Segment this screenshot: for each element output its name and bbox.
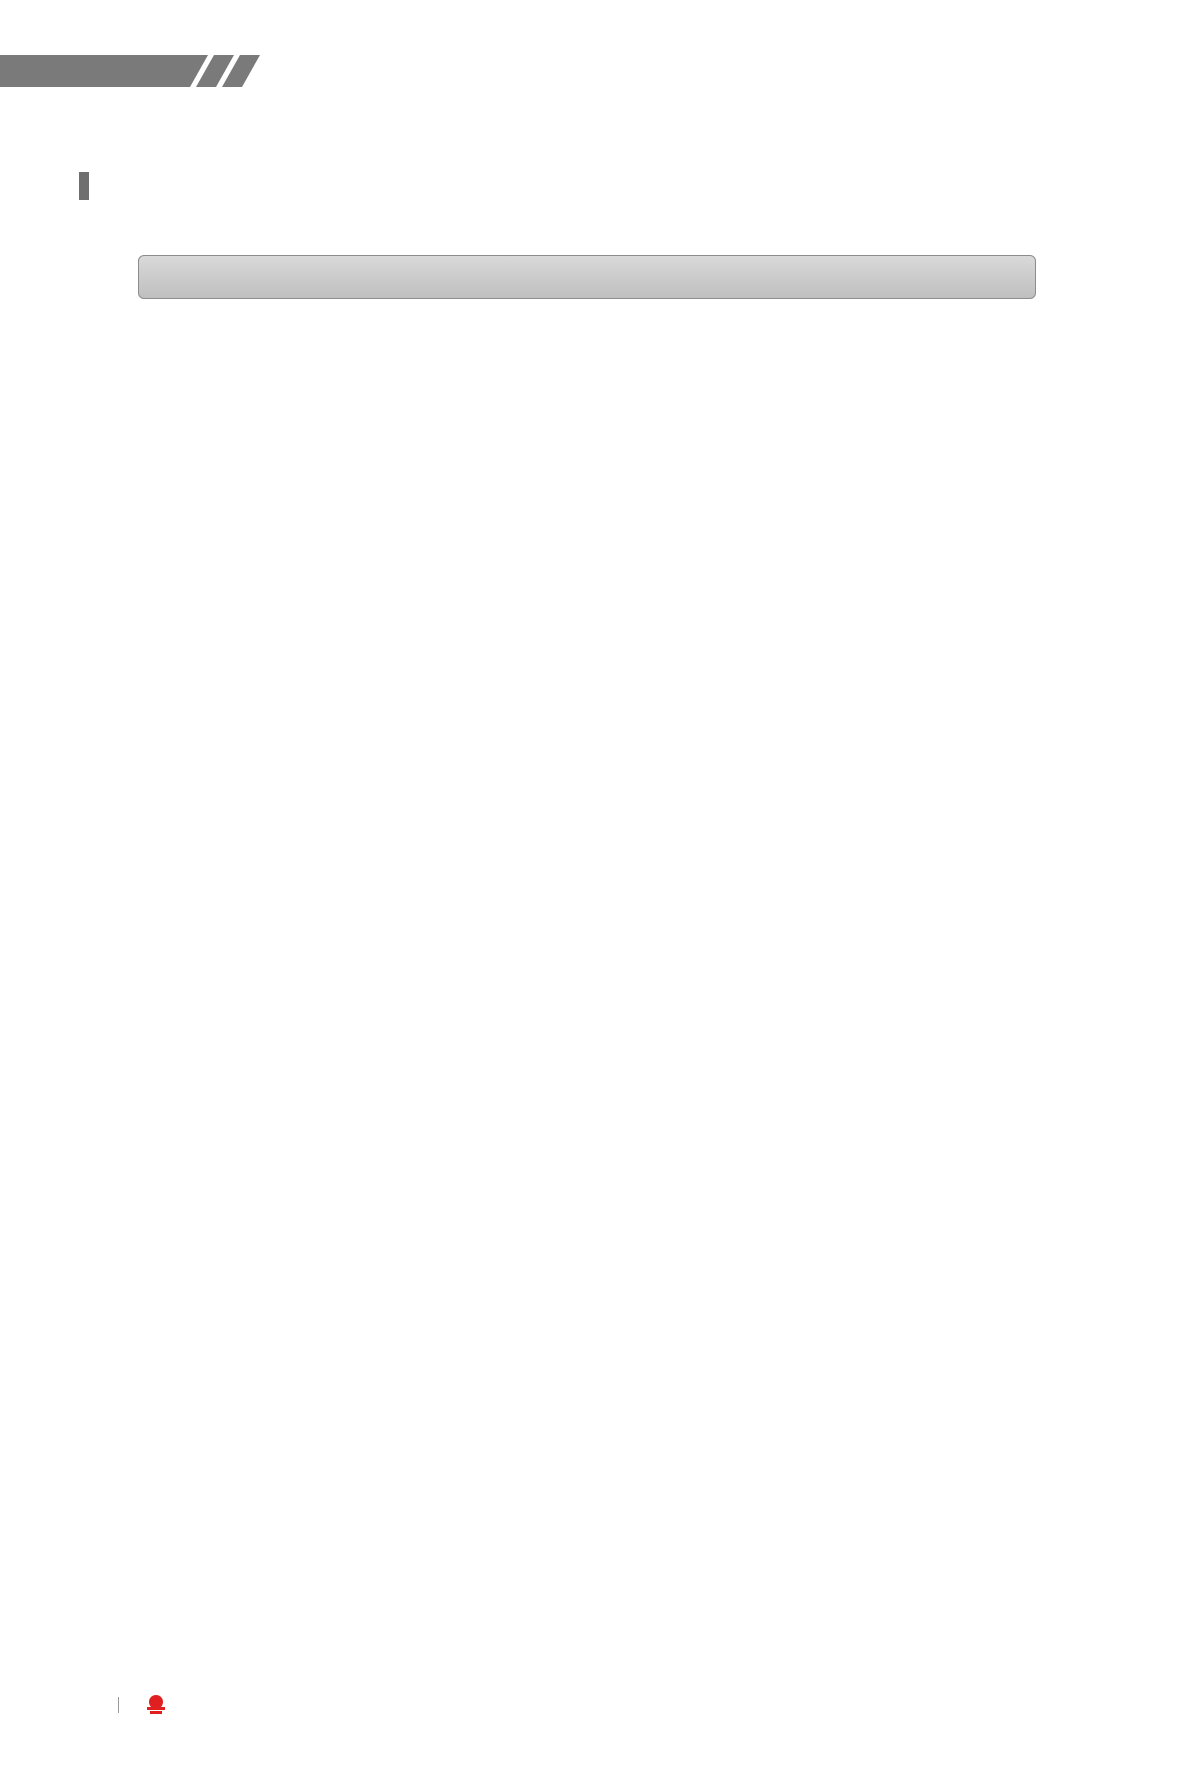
- page-divider: [118, 1697, 119, 1713]
- logo-icon: [144, 1693, 168, 1715]
- section-marker: [79, 172, 89, 200]
- chart-title: [138, 255, 1036, 299]
- flow-chart: [0, 320, 1197, 1640]
- chapter-bar: [0, 55, 270, 87]
